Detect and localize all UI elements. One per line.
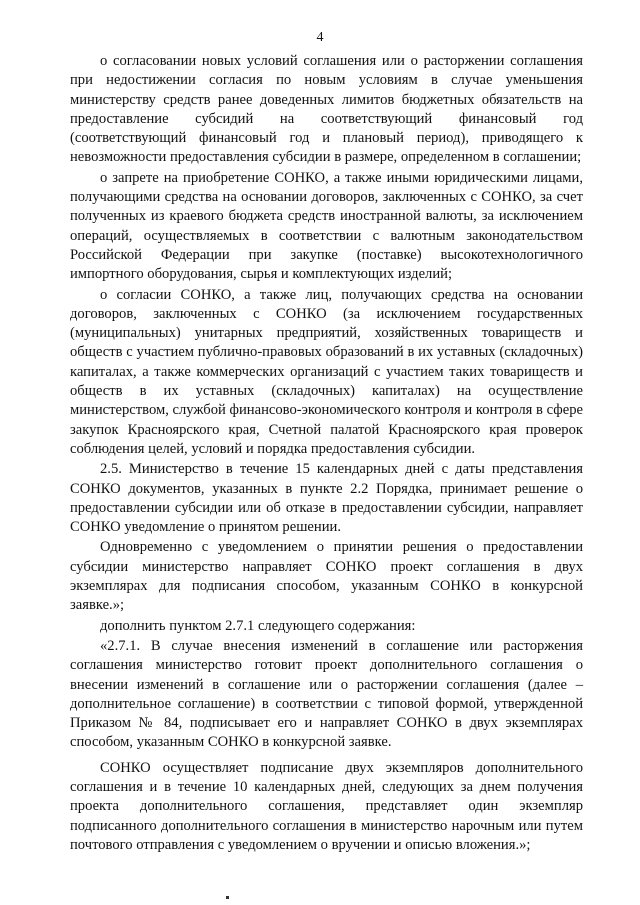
- document-body: [70, 52, 583, 856]
- paragraph-agreement-changes: о согласовании новых условий соглашения или о расторжении соглашения при недостижении согласия по новым условиям в случае уменьшения министерству средств ранее доведенных лимитов бюджетных обязательств на предоставление субсидий на соответствующий финансовый год (соответствующий финансовый год и плановый период), приводящего к невозможности предоставления субсидии в размере, определенном в соглашении;: [70, 53, 583, 166]
- paragraph-clause-2-5: 2.5. Министерство в течение 15 календарных дней с даты представления СОНКО документов, указанных в пункте 2.2 Порядка, принимает решение о предоставлении субсидии или об отказе в предоставлении субсидии, направляет СОНКО уведомление о принятом решении.: [70, 461, 583, 536]
- page-number: 4: [316, 30, 324, 45]
- paragraph-add-clause: дополнить пунктом 2.7.1 следующего содержания:: [100, 617, 416, 634]
- paragraph-simultaneous-notice: Одновременно с уведомлением о принятии решения о предоставлении субсидии министерство направляет СОНКО проект соглашения в двух экземплярах для подписания способом, указанным СОНКО в конкурсной заявке.»;: [70, 539, 583, 614]
- paragraph-signing-procedure: СОНКО осуществляет подписание двух экземпляров дополнительного соглашения и в течение 10 календарных дней, следующих за днем получения проекта дополнительного соглашения, представляет один экземпляр подписанного дополнительного соглашения в министерство нарочным или путем почтового отправления с уведомлением о вручении и описью вложения.»;: [70, 759, 583, 853]
- paragraph-clause-2-7-1: «2.7.1. В случае внесения изменений в соглашение или расторжения соглашения министерство готовит проект дополнительного соглашения о внесении изменений в соглашение или о расторжении соглашения (далее – дополнительное соглашение) в соответствии с типовой формой, утвержденной Приказом № 84, подписывает его и направляет СОНКО в двух экземплярах способом, указанным СОНКО в конкурсной заявке.: [70, 637, 583, 751]
- paragraph-currency-ban: о запрете на приобретение СОНКО, а также иными юридическими лицами, получающими средства на основании договоров, заключенных с СОНКО, за счет полученных из краевого бюджета средств иностранной валюты, за исключением операций, осуществляемых в соответствии с валютным законодательством Российской Федерации при закупке (поставке) высокотехнологичного импортного оборудования, сырья и комплектующих изделий;: [70, 169, 583, 283]
- scan-speck: [226, 896, 229, 899]
- paragraph-audit-consent: о согласии СОНКО, а также лиц, получающих средства на основании договоров, заключенных с СОНКО (за исключением государственных (муниципальных) унитарных предприятий, хозяйственных товариществ и обществ с участием публично-правовых образований в их уставных (складочных) капиталах, а также коммерческих организаций с участием таких товариществ и обществ в их уставных (складочных) капиталах) на осуществление министерством, службой финансово-экономического контроля и контроля в сфере закупок Красноярского края, Счетной палатой Красноярского края проверок соблюдения целей, условий и порядка предоставления субсидии.: [70, 286, 583, 457]
